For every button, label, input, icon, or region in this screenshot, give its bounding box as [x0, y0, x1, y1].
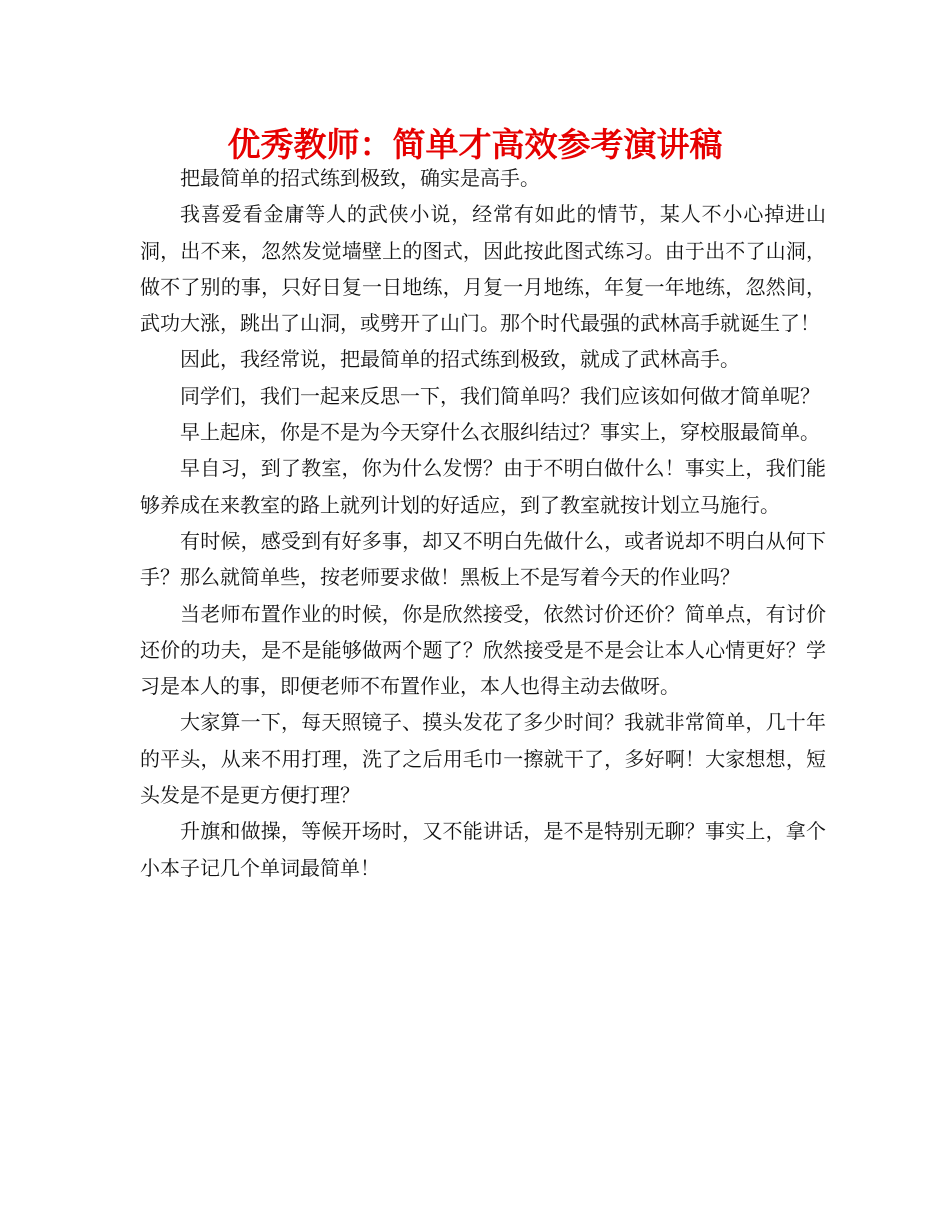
paragraph: 我喜爱看金庸等人的武侠小说，经常有如此的情节，某人不小心掉进山洞，出不来，忽然发觉墙壁上的图式，因此按此图式练习。由于出不了山洞，做不了别的事，只好日复一日地练，月复一月地练，年复一年地练，忽然间，武功大涨，跳出了山洞，或劈开了山门。那个时代最强的武林高手就诞生了！ — [140, 202, 826, 336]
document-body — [140, 160, 826, 886]
paragraph: 有时候，感受到有好多事，却又不明白先做什么，或者说却不明白从何下手？那么就简单些，按老师要求做！黑板上不是写着今天的作业吗？ — [140, 528, 826, 590]
paragraph: 升旗和做操，等候开场时，又不能讲话，是不是特别无聊？事实上，拿个小本子记几个单词最简单！ — [140, 819, 826, 880]
paragraph: 早上起床，你是不是为今天穿什么衣服纠结过？事实上，穿校服最简单。 — [180, 420, 820, 445]
document-title: 优秀教师：简单才高效参考演讲稿 — [227, 125, 723, 164]
paragraph: 把最简单的招式练到极致，确实是高手。 — [180, 166, 540, 190]
paragraph: 同学们，我们一起来反思一下，我们简单吗？我们应该如何做才简单呢？ — [180, 383, 820, 408]
paragraph: 当老师布置作业的时候，你是欣然接受，依然讨价还价？简单点，有讨价还价的功夫，是不是能够做两个题了？欣然接受是不是会让本人心情更好？学习是本人的事，即便老师不布置作业，本人也得主动去做呀。 — [140, 601, 826, 699]
paragraph: 因此，我经常说，把最简单的招式练到极致，就成了武林高手。 — [180, 347, 740, 372]
paragraph: 大家算一下，每天照镜子、摸头发花了多少时间？我就非常简单，几十年的平头，从来不用打理，洗了之后用毛巾一擦就干了，多好啊！大家想想，短头发是不是更方便打理？ — [140, 710, 826, 808]
paragraph: 早自习，到了教室，你为什么发愣？由于不明白做什么！事实上，我们能够养成在来教室的路上就列计划的好适应，到了教室就按计划立马施行。 — [140, 456, 826, 517]
